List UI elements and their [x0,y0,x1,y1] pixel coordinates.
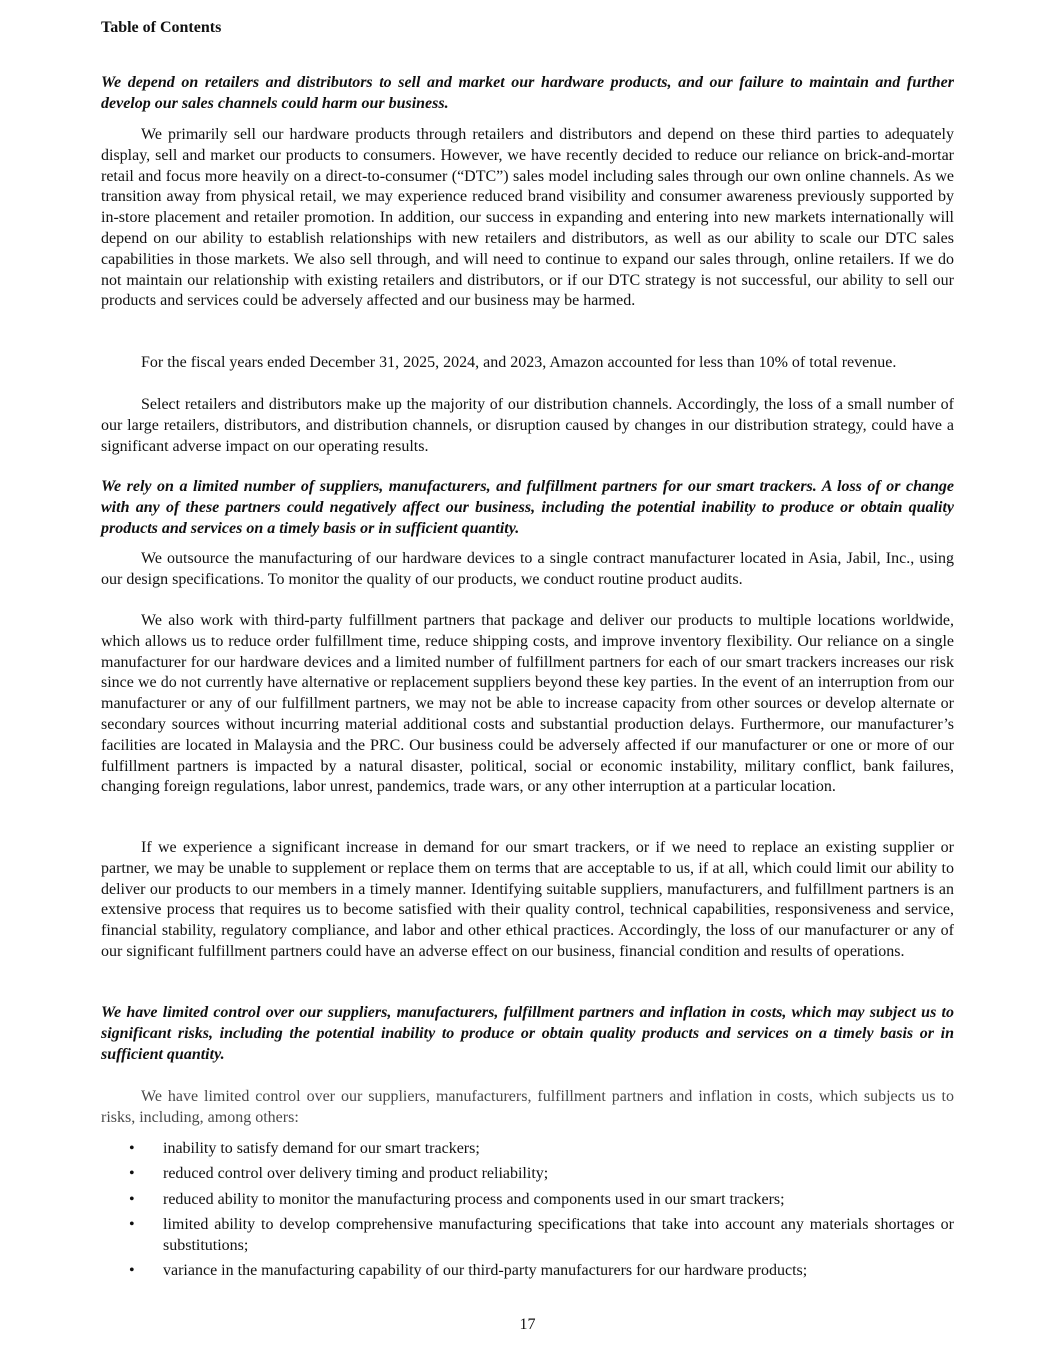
bullet-text: variance in the manufacturing capability of our third-party manufacturers for our hardware products; [163,1261,808,1279]
paragraph-fulfillment-partners: We also work with third-party fulfillment partners that package and deliver our products to multiple locations worldwide, which allows us to reduce order fulfillment time, reduce shipping costs, and improve inventory flexibility. Our reliance on a single manufacturer for our hardware devices and a limited number of fulfillment partners for each of our smart trackers increases our risk since we do not currently have alternative or replacement suppliers beyond these key parties. In the event of an interruption from our manufacturer or any of our fulfillment partners, we may not be able to increase capacity from other sources or develop alternate or secondary sources without incurring material additional costs and substantial production delays. Furthermore, our manufacturer’s facilities are located in Malaysia and the PRC. Our business could be adversely affected if our manufacturer or one or more of our fulfillment partners is impacted by a natural disaster, political, social or economic instability, military conflict, bank failures, changing foreign regulations, labor unrest, pandemics, trade wars, or any other interruption at a particular location. [101,612,954,796]
bullet-item [101,1164,954,1185]
bullet-item [101,1261,954,1282]
bullet-item [101,1215,954,1257]
bullet-text: reduced control over delivery timing and product reliability; [163,1165,549,1183]
table-of-contents-link[interactable]: Table of Contents [101,19,222,36]
section-heading-limited-control: We have limited control over our suppliers, manufacturers, fulfillment partners and inflation in costs, which may subject us to significant risks, including the potential inability to produce or obtain quality products and services on a timely basis or in sufficient quantity. [101,1004,954,1063]
paragraph-demand-increase: If we experience a significant increase in demand for our smart trackers, or if we need to replace an existing supplier or partner, we may be unable to supplement or replace them on terms that are acceptable to us, if at all, which could limit our ability to deliver our products to our members in a timely manner. Identifying suitable suppliers, manufacturers, and fulfillment partners is an extensive process that requires us to become satisfied with their quality control, technical capabilities, responsiveness and service, financial stability, regulatory compliance, and labor and other ethical practices. Accordingly, the loss of our manufacturer or any of our significant fulfillment partners could have an adverse effect on our business, financial condition and results of operations. [101,839,954,960]
bullet-icon: • [129,1215,135,1233]
section-heading-retailers: We depend on retailers and distributors to sell and market our hardware products, and our failure to maintain and further develop our sales channels could harm our business. [101,74,954,112]
paragraph-distribution-channels: Select retailers and distributors make up the majority of our distribution channels. Accordingly, the loss of a small number of our large retailers, distributors, and distribution channels, or disruption caused by changes in our distribution strategy, could have a significant adverse impact on our operating results. [101,396,954,455]
page-number: 17 [519,1316,536,1333]
bullet-icon: • [129,1261,135,1279]
paragraph-limited-control-risks: We have limited control over our suppliers, manufacturers, fulfillment partners and inflation in costs, which subjects us to risks, including, among others: [101,1088,954,1126]
paragraph-contract-manufacturer: We outsource the manufacturing of our hardware devices to a single contract manufacturer located in Asia, Jabil, Inc., using our design specifications. To monitor the quality of our products, we conduct routine product audits. [101,550,954,588]
bullet-text: limited ability to develop comprehensive manufacturing specifications that take into account any materials shortages or substitutions; [163,1215,954,1254]
bullet-icon: • [129,1165,135,1183]
bullet-item [101,1190,954,1211]
risk-bullet-list [101,1139,954,1286]
bullet-icon: • [129,1190,135,1208]
paragraph-retailers-overview: We primarily sell our hardware products through retailers and distributors and depend on these third parties to adequately display, sell and market our products to consumers. However, we have recently decided to reduce our reliance on brick-and-mortar retail and focus more heavily on a direct-to-consumer (“DTC”) sales model including sales through our own online channels. As we transition away from physical retail, we may experience reduced brand visibility and consumer awareness previously supported by in-store placement and retailer promotion. In addition, our success in expanding and entering into new markets internationally will depend on our ability to establish relationships with new retailers and distributors, as well as our ability to scale our DTC sales capabilities in those markets. We also sell through, and will need to continue to expand our sales through, online retailers. If we do not maintain our relationship with existing retailers and distributors, or if our DTC strategy is not successful, our ability to sell our products and services could be adversely affected and our business may be harmed. [101,126,954,310]
bullet-item [101,1139,954,1160]
bullet-text: reduced ability to monitor the manufacturing process and components used in our smart trackers; [163,1190,785,1208]
section-heading-suppliers: We rely on a limited number of suppliers, manufacturers, and fulfillment partners for our smart trackers. A loss of or change with any of these partners could negatively affect our business, including the potential inability to produce or obtain quality products and services on a timely basis or in sufficient quantity. [101,478,954,537]
paragraph-amazon-revenue: For the fiscal years ended December 31, 2025, 2024, and 2023, Amazon accounted for less than 10% of total revenue. [141,354,897,371]
bullet-text: inability to satisfy demand for our smart trackers; [163,1140,480,1157]
bullet-icon: • [129,1140,135,1157]
